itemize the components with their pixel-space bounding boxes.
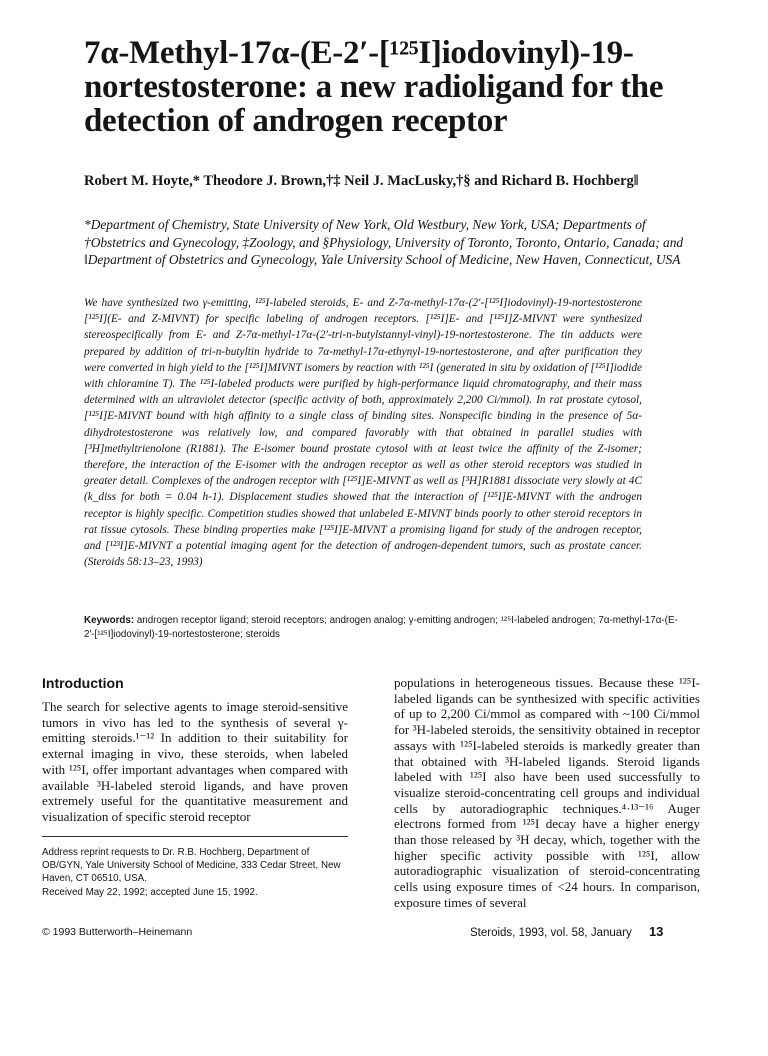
author-affiliations: *Department of Chemistry, State University of New York, Old Westbury, New York, USA; Departments of †Obstetrics and Gynecology, ‡Zoology, and §Physiology, University of Toronto, Toronto, Ontario, Canada; and ‖Department of Obstetrics and Gynecology, Yale University School of Medicine, New Haven, Connecticut, USA: [84, 217, 684, 267]
correspondence-footnote: Address reprint requests to Dr. R.B. Hochberg, Department of OB/GYN, Yale University School of Medicine, 333 Cedar Street, New Haven, CT 06510, USA. Received May 22, 1992; accepted June 15, 1992.: [42, 847, 341, 898]
right-column: [394, 675, 700, 911]
keywords-label: Keywords:: [84, 615, 135, 626]
left-column: [42, 675, 348, 825]
journal-citation: Steroids, 1993, vol. 58, January: [470, 927, 632, 939]
abstract: We have synthesized two γ-emitting, ¹²⁵I-labeled steroids, E- and Z-7α-methyl-17α-(2′-[¹²⁵I]iodovinyl)-19-nortestosterone [¹²⁵I](E- and Z-MIVNT) for specific labeling of androgen receptors. [¹²⁵I]E- and [¹²⁵I]Z-MIVNT were synthesized stereospecifically from E- and Z-7α-methyl-17α-(2′-tri-n-butylstannyl-vinyl)-19-nortestosterone. The tin adducts were prepared by addition of tri-n-butyltin hydride to 7α-methyl-17α-ethynyl-19-nortestosterone, and after purification they were converted in high yield to the [¹²⁵I]MIVNT isomers by reaction with ¹²⁵I (generated in situ by oxidation of [¹²⁵I]iodide with chloramine T). The ¹²⁵I-labeled products were purified by high-performance liquid chromatography, and their mass determined with an ultraviolet detector (specific activity of both, approximately 2,200 Ci/mmol). In rat prostate cytosol, [¹²⁵I]E-MIVNT bound with high affinity to a single class of binding sites. Nonspecific binding in the presence of 5α-dihydrotestosterone was relatively low, and compared favorably with that obtained in parallel studies with [³H]methyltrienolone (R1881). The E-isomer bound prostate cytosol with at least twice the affinity of the Z-isomer; therefore, the interaction of the E-isomer with the androgen receptor as well as other steroid receptors was studied in greater detail. Complexes of the androgen receptor with [¹²⁵I]E-MIVNT as well as [³H]R1881 dissociate very slowly at 4C (k_diss for both = 0.04 h-1). Displacement studies showed that the interaction of [¹²⁵I]E-MIVNT with the androgen receptor is highly specific. Competition studies showed that unlabeled E-MIVNT binds poorly to other steroid receptors in rat tissue cytosols. These binding properties make [¹²⁵I]E-MIVNT a promising ligand for study of the androgen receptor, and [¹²³I]E-MIVNT a potential imaging agent for the detection of androgen-dependent tumors, such as prostate cancer. (Steroids 58:13–23, 1993): [84, 297, 642, 569]
journal-footer: [470, 924, 663, 939]
copyright-notice: © 1993 Butterworth–Heinemann: [42, 926, 193, 938]
introduction-paragraph-right: populations in heterogeneous tissues. Because these ¹²⁵I-labeled ligands can be synthesized with specific activities of up to 2,200 Ci/mmol as compared with ~100 Ci/mmol for ³H-labeled steroids, the sensitivity obtained in receptor assays with ¹²⁵I-labeled steroids is markedly greater than that obtained with ³H-labeled ligands. Steroid ligands labeled with ¹²⁵I also have been used successfully to visualize steroid-concentrating cell groups and individual cells by autoradiographic techniques.⁴·¹³⁻¹⁶ Auger electrons formed from ¹²⁵I decay have a higher energy than those released by ³H decay, which, together with the higher specific activity possible with ¹²⁵I, allow autoradiographic visualization of steroid-concentrating cells using exposure times of <24 hours. In comparison, exposure times of several: [394, 675, 700, 910]
keywords-text: androgen receptor ligand; steroid receptors; androgen analog; γ-emitting androgen; ¹²⁵I-labeled androgen; 7α-methyl-17α-(E-2′-[¹²⁵I]iodovinyl)-19-nortestosterone; steroids: [84, 615, 678, 640]
page-number: 13: [648, 924, 664, 939]
introduction-paragraph-left: The search for selective agents to image steroid-sensitive tumors in vivo has led to the synthesis of several γ-emitting steroids.¹⁻¹² In addition to their suitability for external imaging in vivo, these steroids, when labeled with ¹²⁵I, offer important advantages when compared with available ³H-labeled steroid ligands, and have proven extremely useful for the quantitative measurement and visualization of specific steroid receptor: [42, 699, 348, 824]
footnote-divider: [42, 836, 348, 837]
author-list: Robert M. Hoyte,* Theodore J. Brown,†‡ Neil J. MacLusky,†§ and Richard B. Hochberg‖: [84, 173, 639, 189]
keywords: [84, 614, 684, 641]
article-title: 7α-Methyl-17α-(E-2′-[¹²⁵I]iodovinyl)-19-nortestosterone: a new radioligand for the detection of androgen receptor: [84, 35, 664, 139]
introduction-heading: Introduction: [42, 675, 124, 691]
